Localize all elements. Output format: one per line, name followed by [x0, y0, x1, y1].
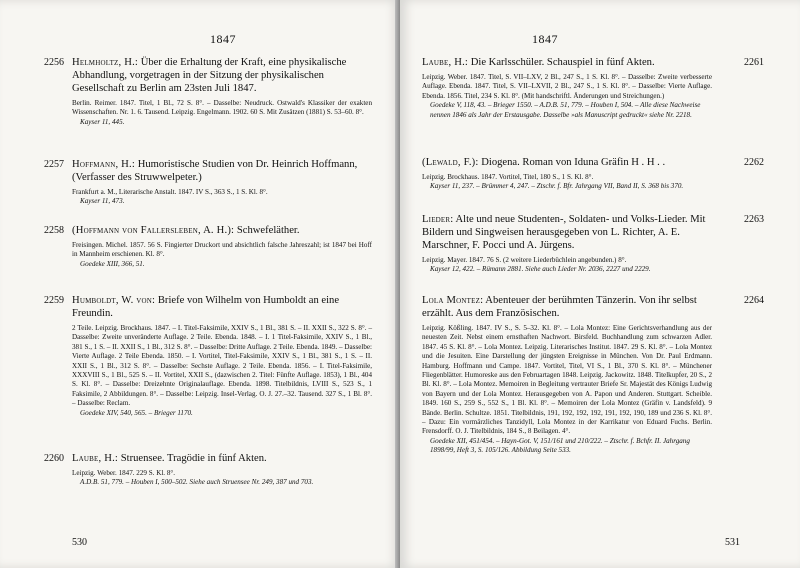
- entry-description: Leipzig. Weber. 1847. 229 S. Kl. 8°.: [72, 469, 176, 477]
- entry-title: Briefe von Wilhelm von Humboldt an eine Freundin.: [72, 295, 340, 319]
- entry-author: Lieder:: [422, 214, 454, 225]
- entry-description: Berlin. Reimer. 1847. Titel, 1 Bl., 72 S. 8°. – Dasselbe: Neudruck. Ostwald's Klassiker der exakten Wissenschaften. Nr. 1. 6. Tausend. Leipzig. Engelmann. 1902. 60 S. Mit Zusätzen (1881) S. 53–60. 8°.: [72, 99, 372, 117]
- entry-author: Lola Montez:: [422, 295, 484, 306]
- bibliography-entry: [422, 294, 764, 456]
- entry-author: Humboldt, W. von:: [72, 295, 156, 306]
- running-head-year: 1847: [210, 32, 236, 46]
- entry-author: Hoffmann, H.:: [72, 159, 136, 170]
- entry-description: Leipzig. Kößling. 1847. IV S., S. 5–32. Kl. 8°. – Lola Montez: Eine Gerichtsverhandlung aus der neuesten Zeit. Nebst einem ernsthaften Nachwort. Birsfeld. Buchhandlung zum schwarzen Adler. 1847. 45 S. Kl. 8°. – Lola Montez. Leipzig. Literarisches Institut. 1847. 29 S. Kl. 8°. – Lola Montez und die Jesuiten. Eine Darstellung der jüngsten Ereignisse in München. Von Dr. Paul Erdmann. Hamburg. Hoffmann und Campe. 1847. Vortitel, Titel, VI S., 1 Bl., 370 S. Kl. 8°. – Münchener Fliegenblätter. Humoreske aus den Februartagen 1848. Leipzig. Jackowitz. 1848. Titelkupfer, 20 S., 2 Bl. Kl. 8°. – Lola Montez. Memoiren in Begleitung vertrauter Briefe Sr. Majestät des Königs Ludwig von Bayern und der Lola Montez. Herausgegeben von A. Papon und Anderen. Stuttgart. Scheible. 1849. 160 S., 259 S., 552 S., 1 Bl. Kl. 8°. – Memoiren der Lola Montez (Gräfin v. Landsfeld). 9 Bände. Berlin. Schultze. 1851. Titelbildnis, 191, 192, 192, 192, 191, 192, 190, 189 und 236 S. Kl. 8°. – Dazu: Ein vormärzliches Tanzidyll, Lola Montez in der Karrikatur von Eduard Fuchs. Berlin. Frensdorff. O. J. Titelbildnis, 184 S., 8 Beilagen. 4°.: [422, 324, 712, 436]
- entry-heading: [72, 294, 372, 320]
- entry-number: 2262: [744, 157, 764, 168]
- entry-reference: Goedeke XIII, 366, 51.: [80, 259, 145, 268]
- bibliography-entry: [422, 213, 764, 275]
- entry-number: 2264: [744, 295, 764, 306]
- entry-title: Diogena. Roman von Iduna Gräfin H . H . .: [481, 157, 666, 168]
- entry-title: Alte und neue Studenten-, Soldaten- und Volks-Lieder. Mit Bildern und Singweisen herausgegeben von L. Richter, A. E. Marschner, F. Pocci und A. Jürgens.: [422, 214, 706, 251]
- entry-author: (Lewald, F.):: [422, 157, 479, 168]
- entry-reference: Kayser 11, 445.: [80, 117, 125, 126]
- bibliography-entry: [44, 452, 372, 488]
- entry-description: Leipzig. Mayer. 1847. 76 S. (2 weitere Liederbüchlein angebunden.) 8°.: [422, 256, 627, 264]
- bibliography-entry: [422, 56, 764, 120]
- entry-reference: Kayser 12, 422. – Rümann 2881. Siehe auch Lieder Nr. 2036, 2227 und 2229.: [430, 265, 651, 274]
- entry-author: Helmholtz, H.:: [72, 57, 139, 68]
- entry-author: Laube, H.:: [422, 57, 469, 68]
- entry-number: 2258: [44, 225, 64, 236]
- entry-reference: Goedeke XII, 451/454. – Hayn-Got. V, 151/161 und 210/222. – Ztschr. f. Bchfr. II. Jahrgang 1898/99, Heft 3, S. 105/126. Abbildung Seite 533.: [430, 436, 690, 455]
- entry-heading: [72, 452, 372, 465]
- entry-description: Leipzig. Brockhaus. 1847. Vortitel, Titel, 180 S., 1 S. Kl. 8°.: [422, 173, 594, 181]
- entry-author: (Hoffmann von Fallersleben, A. H.):: [72, 225, 235, 236]
- entry-reference: Kayser 11, 473.: [80, 197, 125, 206]
- entry-number: 2260: [44, 453, 64, 464]
- entry-description: Freisingen. Michel. 1857. 56 S. Fingierter Druckort und absichtlich falsche Jahreszahl; ist 1847 bei Hoff in Mannheim erschienen. Kl. 8°.: [72, 241, 372, 259]
- entry-title: Humoristische Studien von Dr. Heinrich Hoffmann, (Verfasser des Struwwelpeter.): [72, 159, 358, 183]
- entry-reference: Goedeke XIV, 540, 565. – Brieger 1170.: [80, 408, 193, 417]
- entry-heading: [72, 158, 372, 184]
- entry-heading: [72, 224, 372, 237]
- entry-heading: [422, 56, 712, 69]
- entry-heading: [422, 294, 712, 320]
- entry-title: Über die Erhaltung der Kraft, eine physikalische Abhandlung, vorgetragen in der Sitzung der physikalischen Gesellschaft zu Berlin am 23sten Juli 1847.: [72, 57, 347, 94]
- entry-description: Leipzig. Weber. 1847. Titel, S. VII–LXV, 2 Bl., 247 S., 1 S. Kl. 8°. – Dasselbe: Zweite verbesserte Auflage. Ebenda. 1847. Titel, S. VII–LXVII, 2 Bl., 247 S., 1 S. Kl. 8°. – Dasselbe: Vierte Auflage. Ebenda. 1856. Titel, 234 S. Kl. 8°. (Mit handschriftl. Änderungen und Streichungen.): [422, 73, 712, 100]
- bibliography-entry: [44, 294, 372, 418]
- entry-heading: [422, 213, 712, 252]
- entry-number: 2257: [44, 159, 64, 170]
- entry-number: 2261: [744, 57, 764, 68]
- entry-title: Schwefeläther.: [236, 225, 300, 236]
- bibliography-entry: [44, 56, 372, 127]
- entry-title: Abenteuer der berühmten Tänzerin. Von ihr selbst erzählt. Aus dem Französischen.: [422, 295, 697, 319]
- running-head-year: 1847: [532, 32, 558, 46]
- entry-description: Frankfurt a. M., Literarische Anstalt. 1847. IV S., 363 S., 1 S. Kl. 8°.: [72, 188, 268, 196]
- entry-number: 2256: [44, 57, 64, 68]
- entry-reference: Kayser 11, 237. – Brümmer 4, 247. – Ztschr. f. Bfr. Jahrgang VII, Band II, S. 368 bis 370.: [430, 182, 684, 191]
- entry-heading: [422, 156, 712, 169]
- entry-reference: Goedeke V, 118, 43. – Brieger 1550. – A.D.B. 51, 779. – Houben I, 504. – Alle diese Nachweise nennen 1846 als Jahr der Erstausgabe. Dasselbe »als Manuscript gedruckt« siehe Nr. 2218.: [430, 101, 701, 119]
- entry-number: 2259: [44, 295, 64, 306]
- entry-description: 2 Teile. Leipzig. Brockhaus. 1847. – I. Titel-Faksimile, XXIV S., 1 Bl., 381 S. – II. XXII S., 322 S. 8°. – Dasselbe: Zweite unveränderte Auflage. 2 Teile. Ebenda. 1848. – I. 1 Titel-Faksimile, XXIV S., 1 Bl., 381 S., 1 S. – II. XXII S., 1 Bl., 312 S. 8°. – Dasselbe: Dritte Auflage. 2 Teile. Ebenda. 1849. – Dasselbe: Vierte Auflage. 2 Teile Ebenda. 1850. – I. Vortitel, Titel-Faksimile, XXIV S., 1 Bl., 381 S., 1 S. – II. XXII S., 1 Bl., 312 S. 8°. – Dasselbe: Sechste Auflage. 2 Teile. Ebenda. 1856. – I. Titel-Faksimile, XXXVIII S., 1 Bl., 525 S. – II. Vortitel, XXII S., (dazwischen 2. Titel: Fünfte Auflage. 1853), 1 Bl., 404 S. Kl. 8°. – Dasselbe: Dreizehnte Originalauflage. Ebenda. 1898. Titelbildnis, LVIII S., 523 S., 1 Faksimile, 2 Abbildungen. 8°. – Dasselbe: Leipzig. Insel-Verlag. O. J. 27.–32. Tausend. 327 S., 1 Bl. 8°. – Dasselbe: Reclam.: [72, 324, 372, 408]
- bibliography-entry: [44, 158, 372, 207]
- entry-heading: [72, 56, 372, 95]
- page-number: 531: [725, 537, 740, 548]
- entry-reference: A.D.B. 51, 779. – Houben I, 500–502. Siehe auch Struensee Nr. 249, 387 und 703.: [80, 478, 314, 487]
- entry-author: Laube, H.:: [72, 453, 119, 464]
- entry-title: Struensee. Tragödie in fünf Akten.: [120, 453, 267, 464]
- right-page: [400, 0, 800, 568]
- bibliography-entry: [422, 156, 764, 192]
- page-number: 530: [72, 537, 87, 548]
- bibliography-entry: [44, 224, 372, 269]
- entry-title: Die Karlsschüler. Schauspiel in fünf Akten.: [470, 57, 655, 68]
- entry-number: 2263: [744, 214, 764, 225]
